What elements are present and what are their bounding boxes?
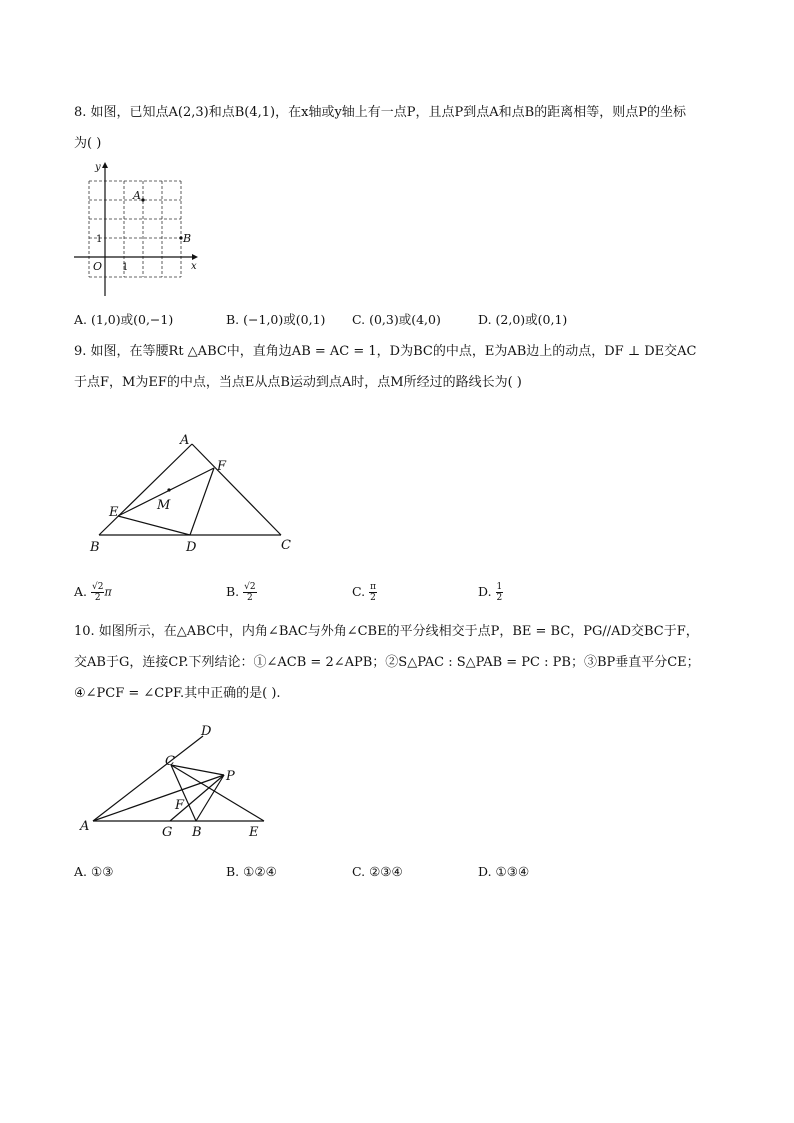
q10-triangle-figure: [78, 718, 278, 848]
option-key: B.: [226, 584, 240, 599]
q8-label-origin: O: [93, 260, 103, 273]
q8-label-y: y: [95, 162, 101, 173]
q9-option-b[interactable]: [226, 582, 257, 603]
option-text: ①③: [91, 864, 114, 879]
option-fraction: $\frac{√2}{2}$: [244, 582, 256, 603]
option-fraction: $\frac{√2}{2}$: [92, 582, 104, 603]
q9-label-m: M: [157, 498, 171, 513]
option-key: C.: [352, 312, 366, 327]
q10-label-g: G: [162, 825, 173, 840]
option-fraction: $\frac{1}{2}$: [496, 582, 503, 603]
q10-option-a[interactable]: [74, 864, 113, 880]
q8-stem-line1: 8. 如图，已知点A(2,3)和点B(4,1)，在x轴或y轴上有一点P，且点P到点A和点B的距离相等，则点P的坐标: [74, 105, 686, 120]
q8-point-a: [141, 198, 144, 201]
q9-label-e: E: [109, 505, 119, 520]
q8-coordinate-figure: [70, 160, 210, 300]
q8-option-a[interactable]: [74, 312, 173, 328]
option-key: D.: [478, 864, 492, 879]
option-key: D.: [478, 312, 492, 327]
q8-option-b[interactable]: [226, 312, 325, 328]
option-key: D.: [478, 584, 492, 599]
q8-label-x: x: [191, 261, 197, 272]
q9-label-f: F: [217, 459, 227, 474]
q10-label-p: P: [226, 769, 235, 784]
q9-triangle-figure: [80, 425, 310, 555]
q10-label-e: E: [249, 825, 259, 840]
q9-label-c: C: [281, 538, 291, 553]
q9-stem-line2: 于点F，M为EF的中点，当点E从点B运动到点A时，点M所经过的路线长为( ): [74, 375, 522, 390]
option-text: ②③④: [369, 864, 403, 879]
q10-label-d: D: [201, 724, 212, 739]
option-key: A.: [74, 312, 88, 327]
q9-label-b: B: [90, 540, 100, 555]
q10-stem-line2: 交AB于G，连接CP.下列结论：①∠ACB = 2∠APB；②S△PAC : S△PAB = PC : PB；③BP垂直平分CE；: [74, 655, 700, 670]
q10-option-d[interactable]: [478, 864, 529, 880]
q9-option-c[interactable]: [352, 582, 377, 603]
q8-option-c[interactable]: [352, 312, 441, 328]
option-key: C.: [352, 864, 366, 879]
option-text: (2,0)或(0,1): [495, 312, 568, 327]
q8-stem-line2: 为( ): [74, 136, 102, 151]
q8-label-one-y: 1: [96, 234, 103, 245]
q10-stem-line1: 10. 如图所示，在△ABC中，内角∠BAC与外角∠CBE的平分线相交于点P，BE = BC，PG//AD交BC于F，: [74, 624, 699, 639]
q8-option-d[interactable]: [478, 312, 567, 328]
q9-option-d[interactable]: [478, 582, 503, 603]
q10-option-b[interactable]: [226, 864, 277, 880]
q8-label-a: A: [133, 189, 141, 202]
q8-label-one-x: 1: [122, 262, 129, 273]
option-key: A.: [74, 864, 88, 879]
option-fraction: $\frac{\pi}{2}$: [370, 582, 376, 603]
q10-stem-line3: ④∠PCF = ∠CPF.其中正确的是( ).: [74, 686, 281, 701]
q10-option-c[interactable]: [352, 864, 403, 880]
option-key: A.: [74, 584, 88, 599]
option-text: ①②④: [243, 864, 277, 879]
q9-label-d: D: [186, 540, 197, 555]
option-text: (−1,0)或(0,1): [243, 312, 326, 327]
q10-label-c: C: [165, 754, 175, 769]
q10-label-a: A: [80, 819, 90, 834]
option-tail: π: [104, 585, 112, 599]
option-key: B.: [226, 864, 240, 879]
option-text: (1,0)或(0,−1): [91, 312, 174, 327]
q9-option-a[interactable]: [74, 582, 112, 603]
q8-label-b: B: [183, 232, 192, 245]
q10-label-f: F: [175, 798, 185, 813]
option-key: B.: [226, 312, 240, 327]
q9-point-m: [167, 488, 170, 491]
option-text: ①③④: [495, 864, 530, 879]
option-text: (0,3)或(4,0): [369, 312, 441, 327]
option-key: C.: [352, 584, 366, 599]
q9-label-a: A: [180, 433, 190, 448]
q9-stem-line1: 9. 如图，在等腰Rt △ABC中，直角边AB = AC = 1，D为BC的中点，E为AB边上的动点，DF ⊥ DE交AC: [74, 344, 697, 359]
q10-label-b: B: [192, 825, 202, 840]
